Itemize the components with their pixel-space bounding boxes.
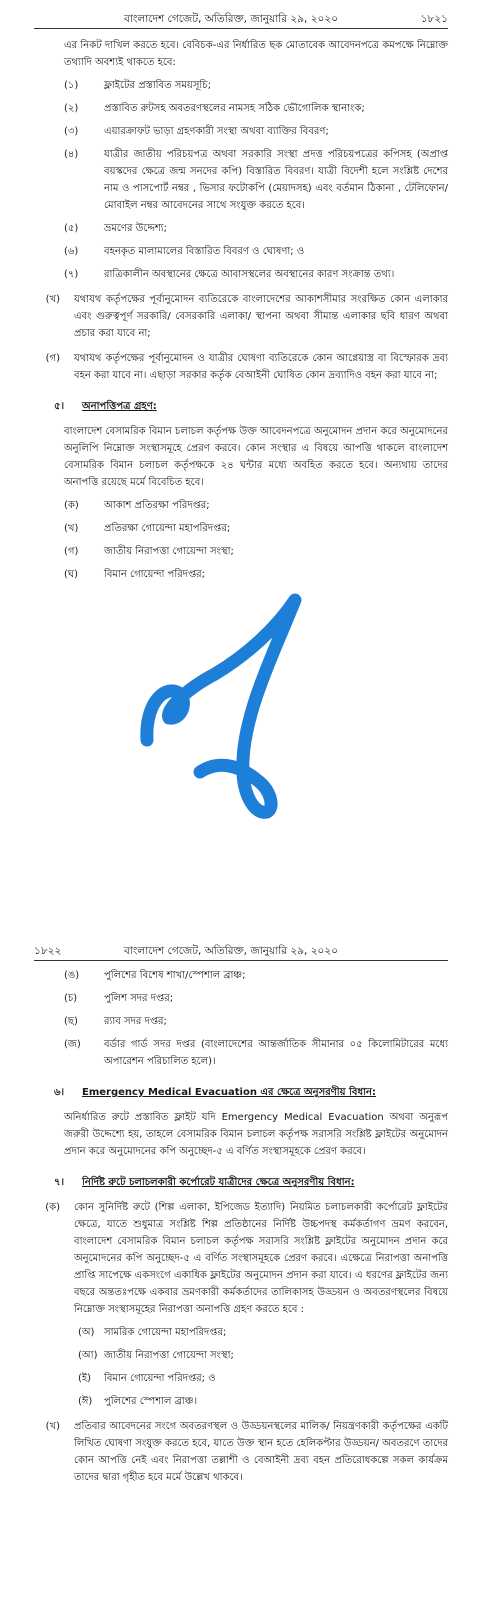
clause-text: যথাযথ কর্তৃপক্ষের পূর্বানুমোদন ও যাত্রীর ঘোষণা ব্যতিরেকে কোন আগ্নেয়াস্ত্র বা বিস্ফোরক দ্রব্য বহন করা যাবে না। এছাড়া সরকার কর্তৃক বেআইনী ঘোষিত কোন দ্রব্যাদিও বহন করা যাবে না; bbox=[74, 353, 448, 381]
item-label: (২) bbox=[64, 103, 79, 114]
agency-label: (ঙ) bbox=[64, 970, 80, 981]
page-number: ১৮২১ bbox=[420, 13, 448, 25]
section-title: অনাপত্তিপত্র গ্রহণ: bbox=[82, 401, 157, 412]
item-text: যাত্রীর জাতীয় পরিচয়পত্র অথবা সরকারি সংস্থা প্রদত্ত পরিচয়পত্রের কপিসহ (অপ্রাপ্ত বয়স্কদের ক্ষেত্রে জন্ম সনদের কপি) বিস্তারিত বিবরণ। যাত্রী বিদেশী হলে সংশ্লিষ্ট দেশের নাম ও পাসপোর্ট নম্বর , ভিসার ফটোকপি (মেয়াদসহ) এবং বর্তমান ঠিকানা , টেলিফোন/মোবাইল নম্বর আবেদনের সাথে সংযুক্ত করতে হবে। bbox=[104, 149, 448, 211]
agency-label: (আ) bbox=[78, 1350, 98, 1361]
section-number: ৬। bbox=[54, 1087, 65, 1098]
item-label: (৬) bbox=[64, 246, 79, 257]
section-heading bbox=[34, 1174, 448, 1191]
item-label: (৫) bbox=[64, 223, 79, 234]
clause-text: প্রতিবার আবেদনের সংগে অবতরণস্থল ও উড্ডয়নস্থলের মালিক/ নিয়ন্ত্রণকারী কর্তৃপক্ষের একটি লিখিত ঘোষণা সংযুক্ত করতে হবে, যাতে উক্ত স্থান হতে হেলিকপ্টার উড্ডয়ন/ অবতরণে তাদের কোন আপত্তি নেই এবং নিরাপত্তা তল্লাশী ও বেআইনী দ্রব্য বহন প্রতিরোধকল্পে সকল কার্যক্রম তাদের দ্বারা গৃহীত হবে মর্মে উল্লেখ থাকবে। bbox=[74, 1421, 448, 1483]
clause-text: যথাযথ কর্তৃপক্ষের পূর্বানুমোদন ব্যতিরেকে বাংলাদেশের আকাশসীমার সংরক্ষিত কোন এলাকার এবং গুরুত্বপূর্ণ সরকারি/ বেসরকারি এলাকা/ স্থাপনা অথবা সীমান্ত এলাকার ছবি ধারণ অথবা প্রচার করা যাবে না; bbox=[74, 294, 448, 339]
item-text: ভ্রমণের উদ্দেশ্য; bbox=[104, 223, 168, 234]
section-heading bbox=[34, 398, 448, 415]
agency-label: (গ) bbox=[64, 546, 79, 557]
item-text: এয়ারক্রাফট ভাড়া গ্রহণকারী সংস্থা অথবা ব্যাক্তির বিবরণ; bbox=[104, 126, 329, 137]
clause-label: (গ) bbox=[45, 353, 60, 364]
agency-label: (খ) bbox=[64, 523, 79, 534]
section-title: নির্দিষ্ট রুটে চলাচলকারী কর্পোরেট যাত্রীদের ক্ষেত্রে অনুসরণীয় বিধান: bbox=[82, 1177, 355, 1188]
agency-text: জাতীয় নিরাপত্তা গোয়েন্দা সংস্থা; bbox=[104, 546, 234, 557]
agency-label: (জ) bbox=[64, 1039, 81, 1050]
section-title: Emergency Medical Evacuation এর ক্ষেত্রে অনুসরণীয় বিধান: bbox=[82, 1087, 376, 1098]
item-label: (৩) bbox=[64, 126, 79, 137]
agency-text: আকাশ প্রতিরক্ষা পরিদপ্তর; bbox=[104, 500, 210, 511]
section-paragraph: বাংলাদেশ বেসামরিক বিমান চলাচল কর্তৃপক্ষ উক্ত আবেদনপত্রে অনুমোদন প্রদান করে অনুমোদনের অনুলিপি নিম্নোক্ত সংস্থাসমূহে প্রেরণ করবে। কোন সংস্থার এ বিষয়ে আপত্তি থাকলে বাংলাদেশ বেসামরিক বিমান চলাচল কর্তৃপক্ষকে ২৪ ঘন্টার মধ্যে অবহিত করতে হবে। অন্যথায় তাদের অনাপত্তি রয়েছে মর্মে বিবেচিত হবে। bbox=[64, 426, 448, 488]
agency-text: সামরিক গোয়েন্দা মহাপরিদপ্তর; bbox=[104, 1327, 227, 1338]
agency-text: জাতীয় নিরাপত্তা গোয়েন্দা সংস্থা; bbox=[104, 1350, 234, 1361]
section-number: ৫। bbox=[54, 401, 65, 412]
agency-label: (ঘ) bbox=[64, 569, 78, 580]
page-header bbox=[34, 932, 448, 961]
page-number: ১৮২২ bbox=[34, 945, 62, 957]
item-text: রাত্রিকালীন অবস্থানের ক্ষেত্রে আবাসস্থলের অবস্থানের কারণ সংক্রান্ত তথ্য। bbox=[104, 269, 395, 280]
agency-text: র‍্যাব সদর দপ্তর; bbox=[104, 1016, 167, 1027]
agency-label: (অ) bbox=[78, 1327, 95, 1338]
item-text: বহনকৃত মালামালের বিস্তারিত বিবরণ ও ঘোষণা; ও bbox=[104, 246, 305, 257]
agency-text: প্রতিরক্ষা গোয়েন্দা মহাপরিদপ্তর; bbox=[104, 523, 231, 534]
item-text: ফ্লাইটের প্রস্তাবিত সময়সূচি; bbox=[104, 80, 212, 91]
agency-text: বর্ডার গার্ড সদর দপ্তর (বাংলাদেশের আন্তর্জাতিক সীমানার ০৫ কিলোমিটারের মধ্যে অপারেশন পরিচালিত হলে)। bbox=[104, 1039, 448, 1067]
intro-paragraph: এর নিকট দাখিল করতে হবে। বেবিচক-এর নির্ধারিত ছক মোতাবেক আবেদনপত্রে কমপক্ষে নিম্নোক্ত তথ্যাদি অবশ্যই থাকতে হবে: bbox=[64, 40, 448, 68]
section-heading bbox=[34, 1084, 448, 1101]
agency-text: বিমান গোয়েন্দা পরিদপ্তর; bbox=[104, 569, 206, 580]
item-label: (৭) bbox=[64, 269, 79, 280]
item-label: (১) bbox=[64, 80, 79, 91]
section-number: ৭। bbox=[54, 1177, 65, 1188]
item-text: প্রস্তাবিত রুটসহ অবতরণস্থলের নামসহ সঠিক ভৌগোলিক স্থানাংক; bbox=[104, 103, 365, 114]
header-title: বাংলাদেশ গেজেট, অতিরিক্ত, জানুয়ারি ২৯, ২০২০ bbox=[124, 945, 339, 957]
agency-label: (ক) bbox=[64, 500, 79, 511]
header-title: বাংলাদেশ গেজেট, অতিরিক্ত, জানুয়ারি ২৯, ২০২০ bbox=[124, 13, 339, 25]
item-label: (৪) bbox=[64, 149, 79, 160]
clause-label: (খ) bbox=[45, 1421, 60, 1432]
agency-label: (চ) bbox=[64, 993, 78, 1004]
item-list bbox=[34, 77, 448, 283]
gazette-page-1822 bbox=[0, 820, 498, 1600]
clause-label: (খ) bbox=[45, 294, 60, 305]
clause-text: কোন সুনির্দিষ্ট রুটে (শিল্প এলাকা, ইপিজেড ইত্যাদি) নিয়মিত চলাচলকারী কর্পোরেট ফ্লাইটের ক্ষেত্রে, যাতে শুধুমাত্র সংশ্লিষ্ট শিল্প প্রতিষ্ঠানের নির্দিষ্ট উচ্চপদস্থ কর্মকর্তাগণ ভ্রমণ করবেন, বাংলাদেশ বেসামরিক বিমান চলাচল কর্তৃপক্ষ সরাসরি সংশ্লিষ্ট ফ্লাইটের অনুমোদন প্রদান করে অনুমোদনের কপি অনুচ্ছেদ-৫ এ বর্ণিত সংস্থাসমূহকে প্রেরণ করবে। এক্ষেত্রে নিরাপত্তা অনাপত্তি প্রাপ্তি সাপেক্ষে একসংগে একাধিক ফ্লাইটের অনুমোদন প্রদান করা যাবে। এ ধরণের ফ্লাইটের জন্য বছরে অন্ততঃপক্ষে একবার ভ্রমণকারী কর্মকর্তাদের তালিকাসহ উড্ডয়ন ও অবতরণস্থলের বিষয়ে নিম্নোক্ত সংস্থাসমূহের নিরাপত্তা অনাপত্তি গ্রহণ করতে হবে : bbox=[74, 1202, 448, 1315]
handwritten-signature-mark bbox=[125, 590, 305, 830]
agency-text: পুলিশের স্পেশাল ব্রাঞ্চ। bbox=[104, 1396, 198, 1407]
page-header bbox=[34, 0, 448, 29]
agency-label: (ছ) bbox=[64, 1016, 78, 1027]
agency-text: পুলিশ সদর দপ্তর; bbox=[104, 993, 174, 1004]
section-paragraph: অনির্ধারিত রুটে প্রস্তাবিত ফ্লাইট যদি Emergency Medical Evacuation অথবা অনুরূপ জরুরী উদ্দেশ্যে হয়, তাহলে বেসামরিক বিমান চলাচল কর্তৃপক্ষ সরাসরি সংশ্লিষ্ট ফ্লাইটের অনুমোদন প্রদান করে অনুমোদনের কপি অনুচ্ছেদ-৫ এ বর্ণিত সংস্থাসমূহকে প্রেরণ করবে। bbox=[64, 1112, 448, 1157]
agency-text: পুলিশের বিশেষ শাখা/স্পেশাল ব্রাঞ্চ; bbox=[104, 970, 246, 981]
agency-label: (ঈ) bbox=[78, 1396, 93, 1407]
clause-label: (ক) bbox=[45, 1202, 60, 1213]
agency-text: বিমান গোয়েন্দা পরিদপ্তর; ও bbox=[104, 1373, 216, 1384]
agency-label: (ই) bbox=[78, 1373, 92, 1384]
